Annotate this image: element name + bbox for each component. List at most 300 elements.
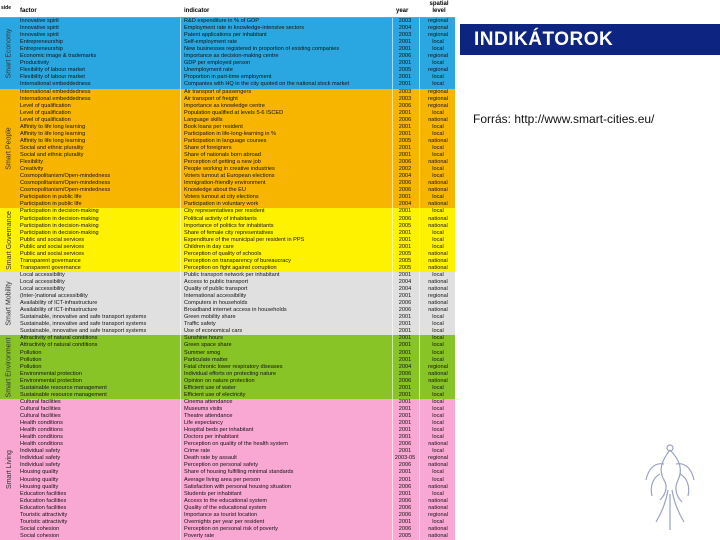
factor-cell: Public and social services	[20, 250, 85, 257]
factor-cell: Health conditions	[20, 427, 63, 434]
indicator-cell: Importance of politics for inhabitants	[184, 222, 274, 229]
factor-cell: (Inter-)national accessibility	[20, 293, 88, 300]
table-row	[0, 533, 455, 540]
year-cell: 2005	[398, 67, 412, 74]
factor-cell: Participation in public life	[20, 194, 82, 201]
factor-cell: Public and social services	[20, 243, 85, 250]
year-cell: 2001	[398, 130, 412, 137]
level-cell: local	[432, 420, 444, 427]
year-cell: 2001	[398, 427, 412, 434]
indicator-cell: Perception on transparency of bureaucracy	[184, 257, 291, 264]
year-cell: 2001	[398, 405, 412, 412]
indicator-cell: Quality of public transport	[184, 286, 248, 293]
indicator-cell: City representatives per resident	[184, 208, 265, 215]
table-row	[0, 357, 455, 364]
level-cell: regional	[428, 455, 448, 462]
table-row	[0, 216, 455, 223]
year-cell: 2003	[398, 18, 412, 24]
indicator-cell: Participation in voluntary work	[184, 201, 259, 208]
indicator-cell: Life expectancy	[184, 420, 223, 427]
indicator-cell: Children in day care	[184, 243, 234, 250]
year-cell: 2001	[398, 39, 412, 46]
level-cell: national	[428, 187, 448, 194]
table-row	[0, 81, 455, 88]
factor-cell: Transparent governance	[20, 257, 81, 264]
factor-cell: Education facilities	[20, 490, 67, 497]
level-cell: local	[432, 413, 444, 419]
year-cell: 2006	[398, 511, 412, 518]
year-cell: 2006	[398, 307, 412, 314]
year-cell: 2004	[398, 278, 412, 285]
band-smart-mobility	[0, 272, 455, 335]
level-cell: local	[432, 469, 444, 476]
table-row	[0, 208, 455, 215]
factor-cell: Attractivity of natural conditions	[20, 335, 98, 342]
factor-cell: Cosmopolitanism/Open-mindedness	[20, 180, 111, 187]
factor-cell: Cultural facilities	[20, 398, 61, 405]
indicator-cell: Importance as decision-making centre	[184, 53, 279, 60]
band-smart-living	[0, 399, 455, 540]
table-row	[0, 420, 455, 427]
factor-cell: Pollution	[20, 363, 42, 370]
level-cell: national	[428, 370, 448, 377]
indicator-cell: Air transport of freight	[184, 95, 238, 102]
table-row	[0, 505, 455, 512]
factor-cell: Social and ethnic plurality	[20, 144, 84, 151]
table-row	[0, 321, 455, 328]
year-cell: 2006	[398, 116, 412, 123]
factor-cell: Sustainable, innovative and safe transport systems	[20, 321, 147, 328]
factor-cell: Affinity to life long learning	[20, 123, 86, 130]
indicator-cell: Companies with HQ in the city quoted on the national stock market	[184, 81, 350, 88]
year-cell: 2001	[398, 469, 412, 476]
factor-cell: Pollution	[20, 356, 42, 363]
factor-cell: Participation in decision-making	[20, 215, 99, 222]
level-cell: national	[428, 483, 448, 490]
table-row	[0, 237, 455, 244]
table-row	[0, 201, 455, 208]
table-row	[0, 173, 455, 180]
indicator-cell: Knowledge about the EU	[184, 187, 246, 194]
table-row	[0, 187, 455, 194]
year-cell: 2006	[398, 377, 412, 384]
level-cell: national	[428, 377, 448, 384]
indicator-cell: Share of foreigners	[184, 144, 232, 151]
indicator-cell: Overnights per year per resident	[184, 518, 265, 525]
table-row	[0, 103, 455, 110]
band-label-text: Smart Governance	[5, 210, 13, 270]
level-cell: local	[432, 476, 444, 483]
factor-cell: Sustainable, innovative and safe transport systems	[20, 328, 147, 335]
band-label-text: Smart People	[5, 127, 13, 170]
year-cell: 2001	[398, 74, 412, 81]
level-cell: regional	[428, 511, 448, 518]
level-cell: local	[432, 427, 444, 434]
year-cell: 2001	[398, 518, 412, 525]
factor-cell: Cosmopolitanism/Open-mindedness	[20, 173, 111, 180]
indicator-cell: People working in creative industries	[184, 166, 275, 173]
band-smart-people	[0, 89, 455, 209]
level-cell: national	[428, 462, 448, 469]
level-cell: local	[432, 321, 444, 328]
year-cell: 2001	[398, 144, 412, 151]
factor-cell: Touristic attractivity	[20, 518, 68, 525]
year-cell: 2003	[398, 88, 412, 95]
table-row	[0, 413, 455, 420]
level-cell: national	[428, 307, 448, 314]
factor-cell: Sustainable resource management	[20, 391, 107, 398]
factor-cell: Transparent governance	[20, 264, 81, 271]
header-year: year	[396, 8, 409, 14]
year-cell: 2001	[398, 413, 412, 419]
level-cell: national	[428, 441, 448, 448]
year-cell: 2002	[398, 166, 412, 173]
factor-cell: Individual safety	[20, 462, 61, 469]
table-row	[0, 53, 455, 60]
year-cell: 2001	[398, 384, 412, 391]
table-row	[0, 117, 455, 124]
level-cell: local	[432, 109, 444, 116]
level-cell: regional	[428, 18, 448, 24]
indicator-cell: Opinion on nature protection	[184, 377, 255, 384]
table-row	[0, 279, 455, 286]
factor-cell: Sustainable, innovative and safe transport systems	[20, 314, 147, 321]
level-cell: local	[432, 152, 444, 159]
indicator-cell: Sunshine hours	[184, 335, 223, 342]
factor-cell: Social cohesion	[20, 525, 60, 532]
level-cell: local	[432, 356, 444, 363]
level-cell: local	[432, 236, 444, 243]
factor-cell: Entrepreneurship	[20, 39, 63, 46]
year-cell: 2005	[398, 264, 412, 271]
year-cell: 2004	[398, 363, 412, 370]
factor-cell: International embeddedness	[20, 95, 91, 102]
indicator-cell: Access to public transport	[184, 278, 249, 285]
indicator-cell: Immigration-friendly environment	[184, 180, 266, 187]
factor-cell: Individual safety	[20, 455, 61, 462]
year-cell: 2001	[398, 194, 412, 201]
level-cell: regional	[428, 88, 448, 95]
table-row	[0, 314, 455, 321]
year-cell: 2005	[398, 250, 412, 257]
table-row	[0, 272, 455, 279]
table-row	[0, 477, 455, 484]
indicator-cell: Perception of quality of schools	[184, 250, 262, 257]
indicator-cell: Theatre attendance	[184, 413, 233, 419]
factor-cell: Environmental protection	[20, 377, 82, 384]
level-cell: local	[432, 123, 444, 130]
band-label-text: Smart Mobility	[5, 281, 13, 326]
indicator-cell: Computers in households	[184, 300, 248, 307]
level-cell: local	[432, 60, 444, 67]
year-cell: 2006	[398, 180, 412, 187]
year-cell: 2001	[398, 490, 412, 497]
year-cell: 2001	[398, 243, 412, 250]
year-cell: 2005	[398, 137, 412, 144]
table-row	[0, 89, 455, 96]
indicator-cell: Unemployment rate	[184, 67, 233, 74]
year-cell: 2001	[398, 293, 412, 300]
indicator-cell: Perception on quality of the health system	[184, 441, 288, 448]
level-cell: local	[432, 384, 444, 391]
year-cell: 2001	[398, 349, 412, 356]
table-row	[0, 512, 455, 519]
indicator-cell: New businesses registered in proportion of existing companies	[184, 46, 340, 53]
year-cell: 2001	[398, 335, 412, 342]
table-row	[0, 350, 455, 357]
slide-title: INDIKÁTOROK	[474, 29, 614, 50]
year-cell: 2001	[398, 152, 412, 159]
year-cell: 2001	[398, 398, 412, 405]
level-cell: local	[432, 81, 444, 88]
year-cell: 2001	[398, 123, 412, 130]
year-cell: 2006	[398, 300, 412, 307]
band-smart-economy	[0, 18, 455, 89]
year-cell: 2003-05	[394, 455, 416, 462]
level-cell: local	[432, 490, 444, 497]
level-cell: local	[432, 74, 444, 81]
factor-cell: Sustainable resource management	[20, 384, 107, 391]
band-label-text: Smart Economy	[5, 28, 13, 79]
table-row	[0, 138, 455, 145]
table-row	[0, 526, 455, 533]
indicator-cell: Air transport of passengers	[184, 88, 252, 95]
year-cell: 2006	[398, 215, 412, 222]
table-row	[0, 131, 455, 138]
indicator-cell: Efficient use of water	[184, 384, 236, 391]
band-label-text: Smart Living	[5, 449, 13, 489]
level-cell: national	[428, 497, 448, 504]
table-row	[0, 484, 455, 491]
year-cell: 2001	[398, 476, 412, 483]
table-row	[0, 307, 455, 314]
indicator-cell: Perception on personal risk of poverty	[184, 525, 278, 532]
table-row	[0, 491, 455, 498]
level-cell: local	[432, 398, 444, 405]
indicator-cell: Individual efforts on protecting nature	[184, 370, 276, 377]
year-cell: 2006	[398, 102, 412, 109]
table-row	[0, 96, 455, 103]
level-cell: regional	[428, 25, 448, 32]
level-cell: national	[428, 286, 448, 293]
indicator-cell: Traffic safety	[184, 321, 216, 328]
level-cell: national	[428, 180, 448, 187]
indicator-cell: Hospital beds per inhabitant	[184, 427, 254, 434]
factor-cell: Public and social services	[20, 236, 85, 243]
level-cell: local	[432, 328, 444, 335]
table-row	[0, 46, 455, 53]
level-cell: local	[432, 314, 444, 321]
factor-cell: Participation in decision-making	[20, 208, 99, 215]
table-row	[0, 25, 455, 32]
indicator-cell: GDP per employed person	[184, 60, 251, 67]
year-cell: 2005	[398, 257, 412, 264]
factor-cell: Entrepreneurship	[20, 46, 63, 53]
indicator-cell: Access to the educational system	[184, 497, 268, 504]
factor-cell: Affinity to life long learning	[20, 137, 86, 144]
indicator-cell: Participation in language courses	[184, 137, 267, 144]
factor-cell: Cultural facilities	[20, 405, 61, 412]
table-row	[0, 498, 455, 505]
factor-cell: Cosmopolitanism/Open-mindedness	[20, 187, 111, 194]
table-row	[0, 258, 455, 265]
year-cell: 2001	[398, 81, 412, 88]
level-cell: local	[432, 130, 444, 137]
indicator-cell: Doctors per inhabitant	[184, 434, 239, 441]
factor-cell: Housing quality	[20, 476, 59, 483]
indicator-cell: Employment rate in knowledge-intensive sectors	[184, 25, 305, 32]
indicator-cell: Perception on fight against corruption	[184, 264, 277, 271]
year-cell: 2001	[398, 342, 412, 349]
factor-cell: Level of qualification	[20, 102, 71, 109]
indicator-cell: Particulate matter	[184, 356, 228, 363]
factor-cell: Environmental protection	[20, 370, 82, 377]
factor-cell: Flexibility of labour market	[20, 74, 85, 81]
factor-cell: Creativity	[20, 166, 44, 173]
level-cell: local	[432, 229, 444, 236]
table-row	[0, 364, 455, 371]
year-cell: 2006	[398, 497, 412, 504]
year-cell: 2006	[398, 441, 412, 448]
table-row	[0, 39, 455, 46]
year-cell: 2001	[398, 60, 412, 67]
source-note: Forrás: http://www.smart-cities.eu/	[473, 112, 655, 126]
indicator-cell: Death rate by assault	[184, 455, 237, 462]
table-row	[0, 166, 455, 173]
level-cell: national	[428, 201, 448, 208]
year-cell: 2006	[398, 504, 412, 511]
header-side: side	[1, 5, 12, 11]
year-cell: 2001	[398, 236, 412, 243]
year-cell: 2001	[398, 46, 412, 53]
level-cell: local	[432, 349, 444, 356]
factor-cell: Participation in public life	[20, 201, 82, 208]
level-cell: local	[432, 46, 444, 53]
indicator-cell: Participation in life-long-learning in %	[184, 130, 277, 137]
level-cell: local	[432, 173, 444, 180]
year-cell: 2001	[398, 391, 412, 398]
year-cell: 2001	[398, 314, 412, 321]
indicator-cell: Perception of getting a new job	[184, 159, 261, 166]
level-cell: local	[432, 194, 444, 201]
indicator-cell: Public transport network per inhabitant	[184, 271, 280, 278]
factor-cell: Local accessibility	[20, 278, 65, 285]
header-factor: factor	[20, 8, 37, 14]
level-cell: national	[428, 116, 448, 123]
level-cell: local	[432, 271, 444, 278]
indicator-cell: Fatal chronic lower respiratory diseases	[184, 363, 283, 370]
table-row	[0, 448, 455, 455]
factor-cell: Health conditions	[20, 420, 63, 427]
table-row	[0, 293, 455, 300]
level-cell: national	[428, 137, 448, 144]
level-cell: national	[428, 525, 448, 532]
factor-cell: Pollution	[20, 349, 42, 356]
indicator-cell: Green mobility share	[184, 314, 236, 321]
factor-cell: Health conditions	[20, 434, 63, 441]
table-row	[0, 286, 455, 293]
table-row	[0, 251, 455, 258]
level-cell: regional	[428, 32, 448, 39]
factor-cell: Level of qualification	[20, 109, 71, 116]
year-cell: 2004	[398, 25, 412, 32]
level-cell: national	[428, 264, 448, 271]
factor-cell: Education facilities	[20, 497, 67, 504]
table-row	[0, 455, 455, 462]
phoenix-icon	[640, 440, 700, 535]
factor-cell: Availability of ICT-infrastructure	[20, 307, 98, 314]
level-cell: local	[432, 208, 444, 215]
level-cell: local	[432, 39, 444, 46]
factor-cell: International embeddedness	[20, 88, 91, 95]
indicator-cell: Share of female city representatives	[184, 229, 274, 236]
factor-cell: Health conditions	[20, 441, 63, 448]
year-cell: 2006	[398, 525, 412, 532]
table-row	[0, 519, 455, 526]
year-cell: 2001	[398, 109, 412, 116]
factor-cell: Economic image & trademarks	[20, 53, 97, 60]
indicator-cell: Cinema attendance	[184, 398, 233, 405]
table-row	[0, 230, 455, 237]
factor-cell: Participation in decision-making	[20, 229, 99, 236]
indicator-cell: Students per inhabitant	[184, 490, 242, 497]
table-row	[0, 427, 455, 434]
table-row	[0, 180, 455, 187]
level-cell: local	[432, 518, 444, 525]
indicator-cell: Political activity of inhabitants	[184, 215, 257, 222]
indicator-cell: Importance as tourist location	[184, 511, 258, 518]
table-row	[0, 328, 455, 335]
level-cell: local	[432, 448, 444, 455]
factor-cell: Productivity	[20, 60, 49, 67]
year-cell: 2001	[398, 356, 412, 363]
indicator-cell: Poverty rate	[184, 532, 215, 539]
year-cell: 2003	[398, 32, 412, 39]
factor-cell: Education facilities	[20, 504, 67, 511]
level-cell: regional	[428, 53, 448, 60]
indicator-cell: Language skills	[184, 116, 223, 123]
level-cell: national	[428, 222, 448, 229]
table-row	[0, 124, 455, 131]
year-cell: 2001	[398, 434, 412, 441]
indicator-cell: Book loans per resident	[184, 123, 243, 130]
year-cell: 2001	[398, 448, 412, 455]
year-cell: 2005	[398, 222, 412, 229]
table-row	[0, 335, 455, 342]
factor-cell: Availability of ICT-infrastructure	[20, 300, 98, 307]
indicator-cell: Quality of the educational system	[184, 504, 267, 511]
indicator-cell: Crime rate	[184, 448, 211, 455]
indicator-cell: Expenditure of the municipal per resident in PPS	[184, 236, 305, 243]
indicator-cell: Use of economical cars	[184, 328, 243, 335]
year-cell: 2004	[398, 286, 412, 293]
indicator-cell: Self-employment rate	[184, 39, 238, 46]
table-row	[0, 469, 455, 476]
table-row	[0, 406, 455, 413]
factor-cell: Housing quality	[20, 469, 59, 476]
factor-cell: Innovative spirit	[20, 25, 59, 32]
table-row	[0, 32, 455, 39]
table-row	[0, 462, 455, 469]
factor-cell: Social and ethnic plurality	[20, 152, 84, 159]
indicator-cell: Share of housing fulfilling minimal standards	[184, 469, 294, 476]
factor-cell: Flexibility of labour market	[20, 67, 85, 74]
header-level: spatial level	[429, 1, 449, 14]
level-cell: national	[428, 300, 448, 307]
factor-cell: Housing quality	[20, 483, 59, 490]
indicator-cell: International accessibility	[184, 293, 247, 300]
year-cell: 2006	[398, 187, 412, 194]
